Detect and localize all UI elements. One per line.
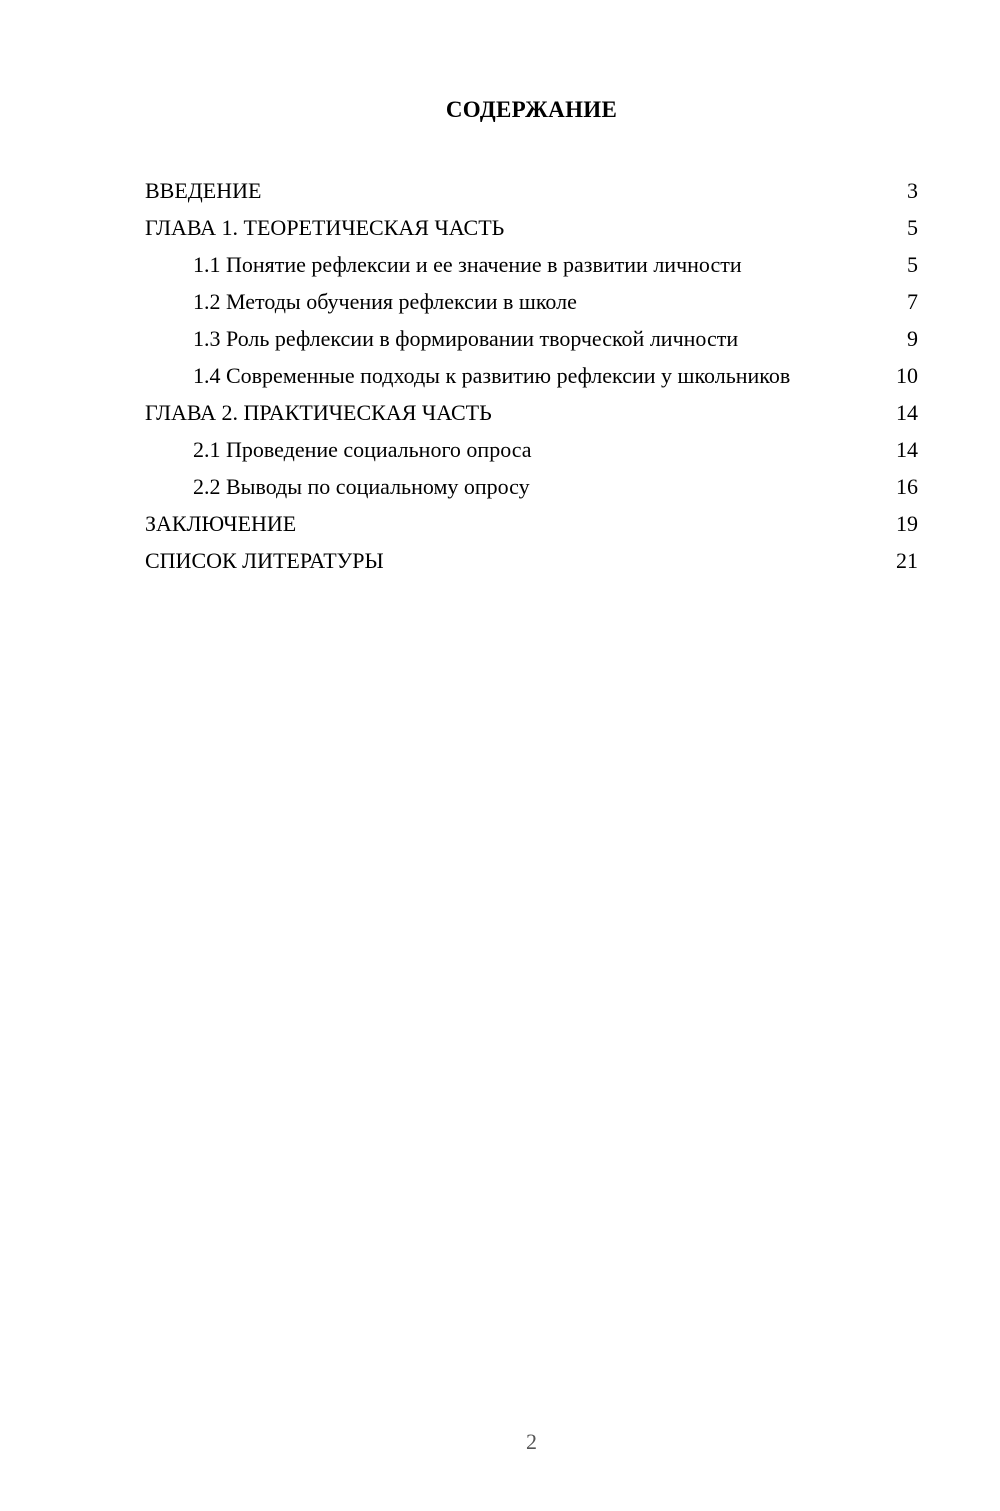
toc-entry-page-number: 9	[907, 326, 918, 351]
toc-entry	[145, 246, 918, 283]
toc-entry-label: ГЛАВА 1. ТЕОРЕТИЧЕСКАЯ ЧАСТЬ	[145, 215, 505, 240]
toc-entry	[145, 394, 918, 431]
toc-entry-page-number: 10	[896, 363, 918, 388]
footer-page-number: 2	[526, 1429, 537, 1454]
toc-entry	[145, 209, 918, 246]
page-title: СОДЕРЖАНИЕ	[445, 97, 618, 122]
toc-entry-label: 1.3 Роль рефлексии в формировании творческой личности	[193, 326, 739, 351]
toc-entry	[145, 542, 918, 579]
toc-entry-page-number: 14	[896, 437, 918, 462]
toc-entry-page-number: 7	[907, 289, 918, 314]
toc-entry-label: 1.1 Понятие рефлексии и ее значение в развитии личности	[193, 252, 742, 277]
toc-entry-label: 1.4 Современные подходы к развитию рефлексии у школьников	[193, 363, 791, 388]
toc-entry	[145, 357, 918, 394]
toc-entry	[145, 320, 918, 357]
toc-entry-page-number: 14	[896, 400, 918, 425]
toc-entry	[145, 283, 918, 320]
toc-entry	[145, 468, 918, 505]
toc-entry-label: ВВЕДЕНИЕ	[145, 178, 262, 203]
toc-entry-label: СПИСОК ЛИТЕРАТУРЫ	[145, 548, 384, 573]
toc-entry-label: ЗАКЛЮЧЕНИЕ	[145, 511, 297, 536]
toc-entry	[145, 431, 918, 468]
toc-entry-page-number: 19	[896, 511, 918, 536]
toc-entry-page-number: 16	[896, 474, 918, 499]
toc-entry-label: 2.1 Проведение социального опроса	[193, 437, 532, 462]
toc-entry-label: 1.2 Методы обучения рефлексии в школе	[193, 289, 577, 314]
toc-entry-label: ГЛАВА 2. ПРАКТИЧЕСКАЯ ЧАСТЬ	[145, 400, 492, 425]
toc-entry-page-number: 5	[907, 215, 918, 240]
toc-entry-page-number: 5	[907, 252, 918, 277]
toc-entry	[145, 172, 918, 209]
table-of-contents	[145, 172, 918, 579]
document-page	[0, 97, 1000, 1454]
toc-entry-page-number: 3	[907, 178, 918, 203]
toc-entry	[145, 505, 918, 542]
toc-entry-page-number: 21	[896, 548, 918, 573]
toc-entry-label: 2.2 Выводы по социальному опросу	[193, 474, 530, 499]
